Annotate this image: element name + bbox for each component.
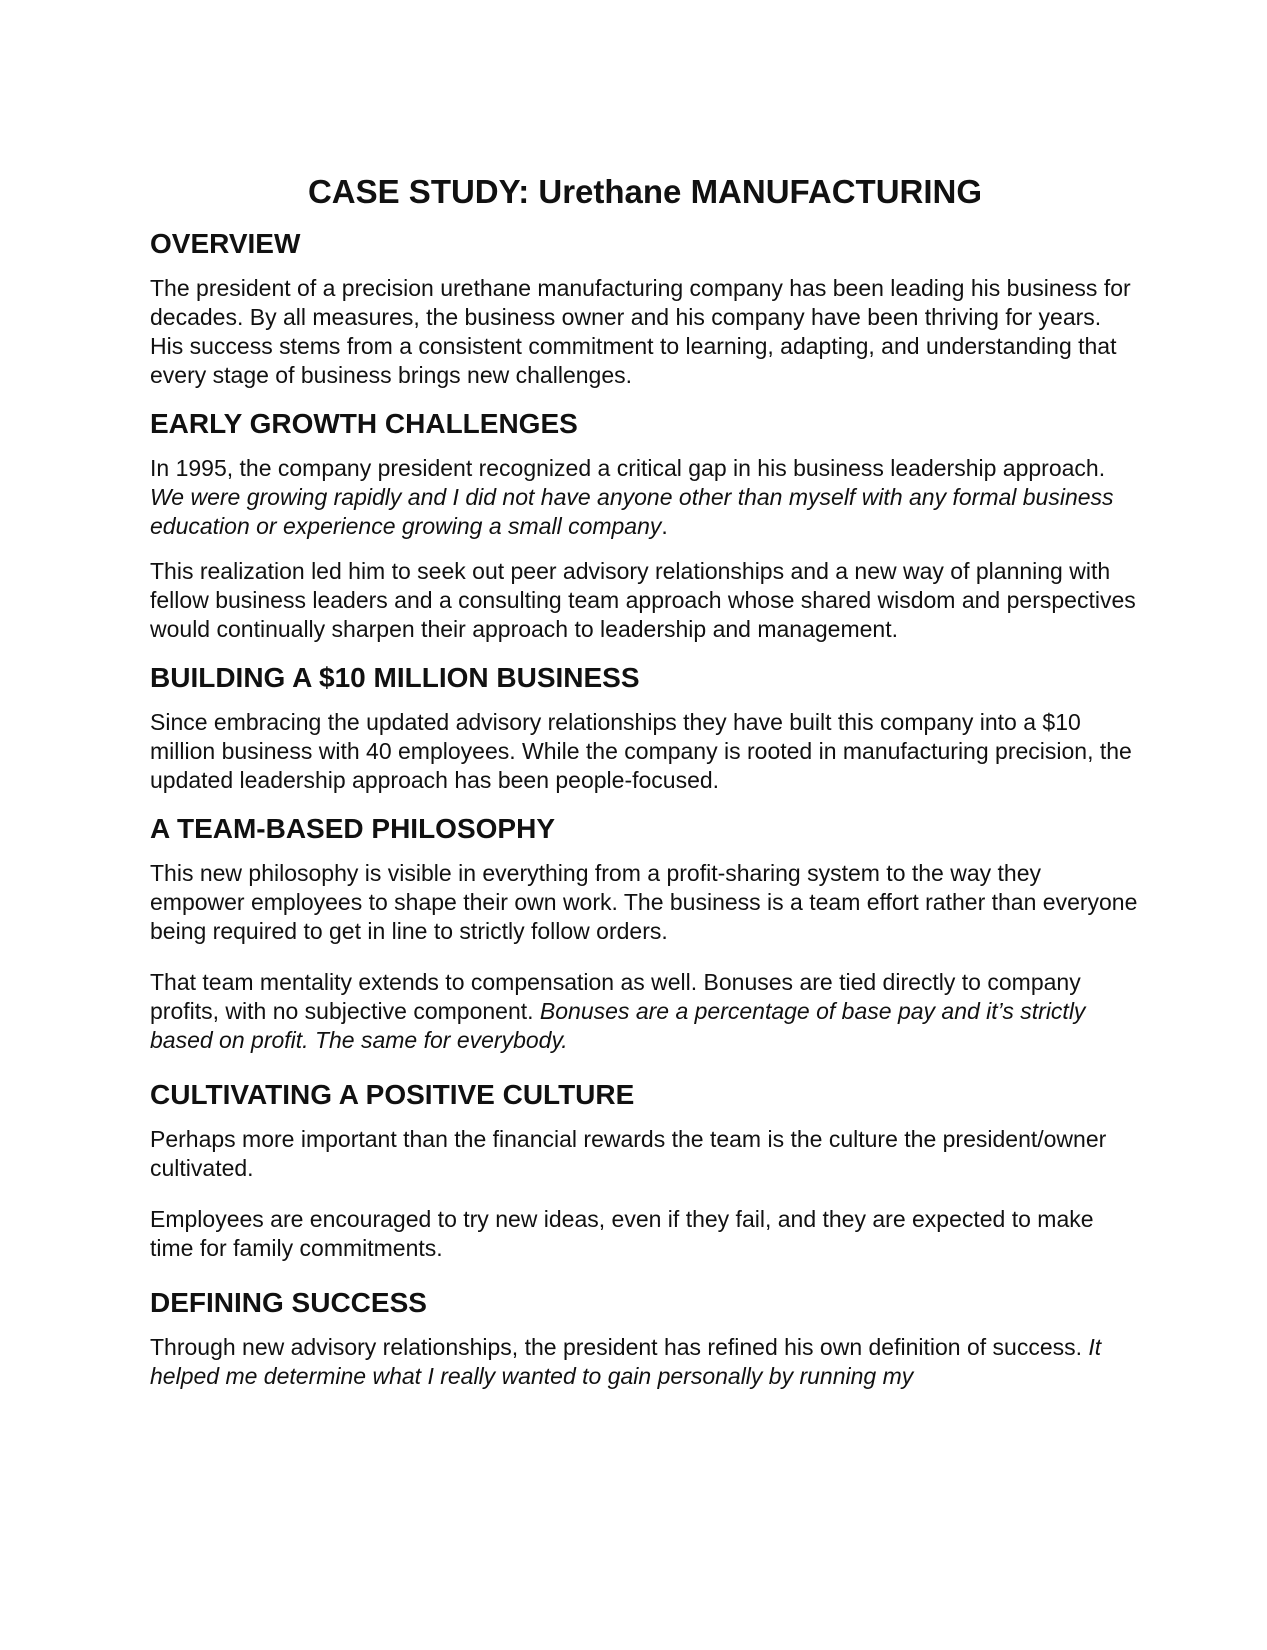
quote: Bonuses are a percentage of base pay and it’s strictly based on profit. The same for everybody.	[150, 998, 1086, 1053]
section-overview	[150, 226, 1140, 390]
section-early-growth-challenges	[150, 406, 1140, 644]
section-heading: EARLY GROWTH CHALLENGES	[150, 408, 578, 439]
section-defining-success	[150, 1285, 1140, 1391]
document-page	[150, 172, 1140, 1413]
paragraph: This realization led him to seek out peer advisory relationships and a new way of planning with fellow business leaders and a consulting team approach whose shared wisdom and perspectives would continually sharpen their approach to leadership and management.	[150, 558, 1136, 642]
section-team-based-philosophy	[150, 811, 1140, 1055]
paragraph: This new philosophy is visible in everything from a profit-sharing system to the way they empower employees to shape their own work. The business is a team effort rather than everyone being required to get in line to strictly follow orders.	[150, 860, 1138, 944]
document-title: CASE STUDY: Urethane MANUFACTURING	[307, 173, 983, 210]
section-heading: DEFINING SUCCESS	[150, 1287, 427, 1318]
paragraph: That team mentality extends to compensation as well. Bonuses are tied directly to company profits, with no subjective component. Bonuses are a percentage of base pay and it’s strictly based on profit. The same for everybody.	[150, 969, 1086, 1053]
section-heading: BUILDING A $10 MILLION BUSINESS	[150, 662, 640, 693]
section-heading: CULTIVATING A POSITIVE CULTURE	[150, 1079, 635, 1110]
paragraph: Employees are encouraged to try new ideas, even if they fail, and they are expected to make time for family commitments.	[150, 1206, 1094, 1261]
section-positive-culture	[150, 1077, 1140, 1263]
paragraph: Since embracing the updated advisory relationships they have built this company into a $10 million business with 40 employees. While the company is rooted in manufacturing precision, the updated leadership approach has been people-focused.	[150, 709, 1132, 793]
quote: It helped me determine what I really wanted to gain personally by running my	[150, 1334, 1102, 1389]
quote: We were growing rapidly and I did not have anyone other than myself with any formal business education or experience growing a small company	[150, 484, 1114, 539]
paragraph: Perhaps more important than the financial rewards the team is the culture the president/owner cultivated.	[150, 1126, 1107, 1181]
section-heading: A TEAM-BASED PHILOSOPHY	[150, 813, 555, 844]
paragraph: Through new advisory relationships, the president has refined his own definition of success. It helped me determine what I really wanted to gain personally by running my	[150, 1334, 1102, 1389]
paragraph: The president of a precision urethane manufacturing company has been leading his business for decades. By all measures, the business owner and his company have been thriving for years. His success stems from a consistent commitment to learning, adapting, and understanding that every stage of business brings new challenges.	[150, 275, 1131, 388]
paragraph: In 1995, the company president recognized a critical gap in his business leadership approach. We were growing rapidly and I did not have anyone other than myself with any formal business education or experience growing a small company.	[150, 455, 1114, 539]
section-building-business	[150, 660, 1140, 795]
section-heading: OVERVIEW	[150, 228, 301, 259]
